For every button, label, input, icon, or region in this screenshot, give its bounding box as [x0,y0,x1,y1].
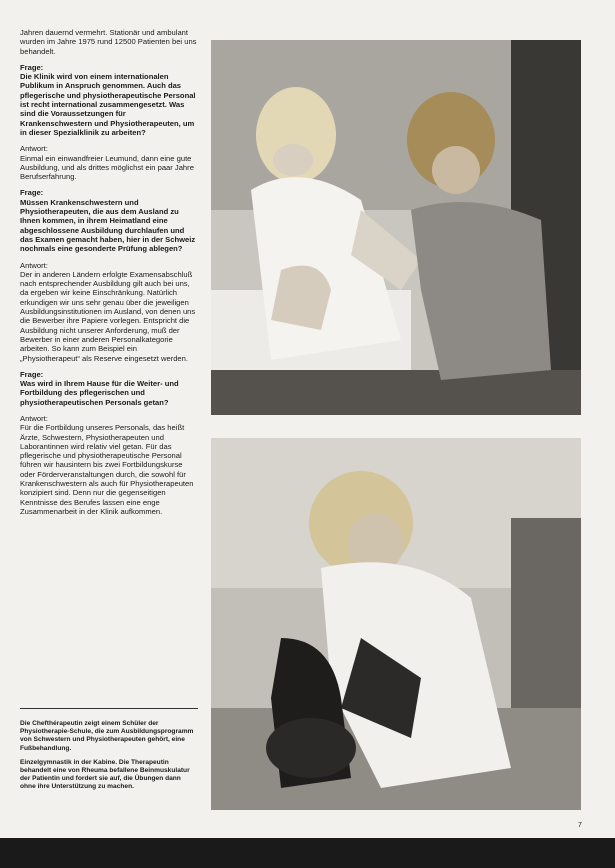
caption-divider [20,708,198,709]
question-label: Frage: [20,62,44,72]
intro-paragraph: Jahren dauernd vermehrt. Stationär und ambulant wurden im Jahre 1975 rund 12500 Patienten bei uns behandelt. [20,28,197,56]
question-text: Müssen Krankenschwestern und Physiotherapeuten, die aus dem Ausland zu Ihnen kommen, in ihrem Heimatland eine abgeschlossene Ausbildung durchlaufen und das Examen gemacht haben, hier in der Schweiz nochmals eine gesonderte Prüfung ablegen? [20,197,196,254]
question-text: Was wird in Ihrem Hause für die Weiter- und Fortbildung des pflegerischen und physiotherapeutischen Personals getan? [20,379,179,407]
answer-label: Antwort: [20,260,48,270]
answer-text: Der in anderen Ländern erfolgte Examensabschluß nach entsprechender Ausbildung gilt auch bei uns, da ergeben wir keine Einschränkung. Natürlich erkundigen wir uns sehr genau über die jeweiligen Ausbildungsinstitutionen im Ausland, von denen uns die Bewerber ihre Papiere vorlegen. Entspricht die Ausbildung nicht unserer Anforderung, muß der Bewerber in einer anderen Personalkategorie arbeiten. So kann zum Beispiel ein „Physiotherapeut“ als Reserve eingesetzt werden. [20,269,196,363]
answer-text: Einmal ein einwandfreier Leumund, dann eine gute Ausbildung, und als drittes möglichst ein paar Jahre Berufserfahrung. [20,153,194,182]
bottom-scan-edge [0,838,615,868]
answer-label: Antwort: [20,144,48,154]
photo-captions [20,720,198,798]
qa-block-1 [20,63,198,182]
answer-text: Für die Fortbildung unseres Personals, das heißt Ärzte, Schwestern, Physiotherapeuten und Laborantinnen wird relativ viel getan. Für das pflegerische und physiotherapeutische Personal führen wir hausintern bis zwei Fortbildungskurse oder Förderveranstaltungen durch, die sowohl für Krankenschwestern als auch für Physiotherapeuten konzipiert sind. Denn nur die gegenseitigen Kenntnisse des Berufes lassen eine enge Zusammenarbeit in der Klinik aufkommen. [20,423,194,516]
question-text: Die Klinik wird von einem internationalen Publikum in Anspruch genommen. Auch das pflegerische und physiotherapeutische Personal ist recht international zusammengesetzt. Was sind die Voraussetzungen für Krankenschwestern und Physiotherapeuten, um in dieser Spezialklinik zu arbeiten? [20,72,196,137]
question-label: Frage: [20,188,44,198]
photo-gymnastics-cabin [211,438,581,810]
question-label: Frage: [20,369,44,379]
caption-bottom-photo: Einzelgymnastik in der Kabine. Die Therapeutin behandelt eine von Rheuma befallene Beinmuskulatur der Patientin und fordert sie auf, die Übungen dann ohne ihre Unterstützung zu machen. [20,758,190,791]
qa-block-2 [20,188,198,362]
answer-label: Antwort: [20,413,48,423]
page-number: 7 [578,822,582,829]
article-column [20,28,198,523]
qa-block-3 [20,370,198,516]
caption-top-photo: Die Chefthérapeutin zeigt einem Schüler der Physiotherapie-Schule, die zum Ausbildungsprogramm von Schwestern und Physiotherapeuten gehört, eine Fußbehandlung. [20,720,194,752]
photo-foot-treatment [211,40,581,415]
